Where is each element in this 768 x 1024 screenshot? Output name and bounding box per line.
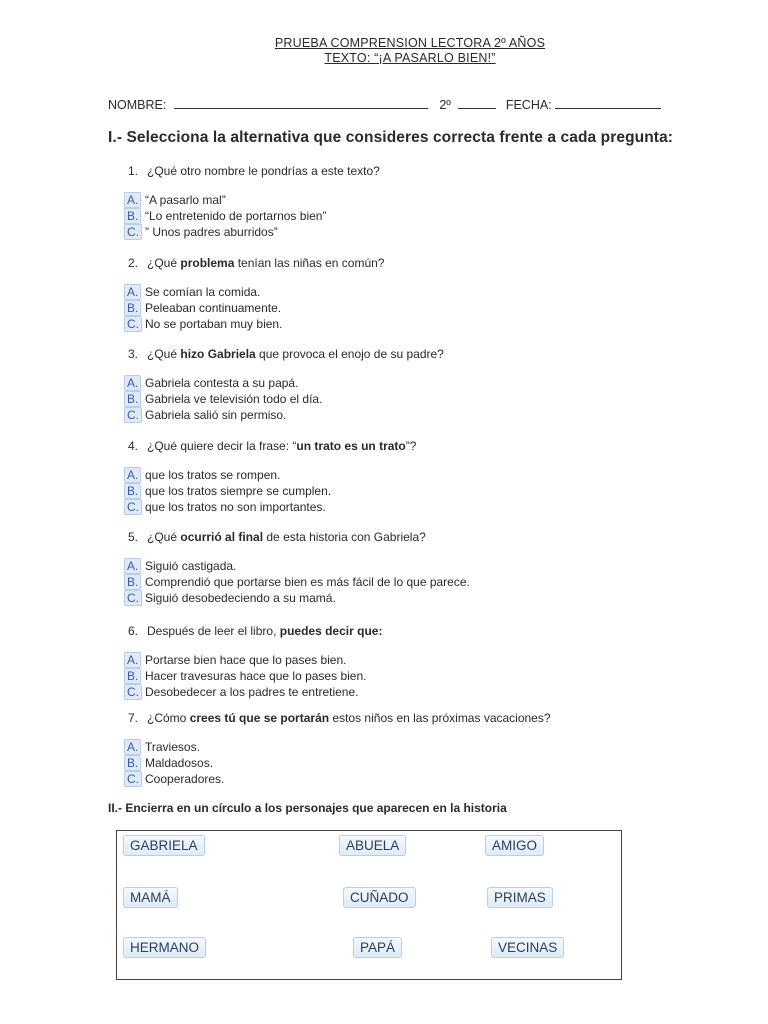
option-b[interactable] [124, 301, 281, 316]
option-letter [124, 669, 145, 684]
option-text: Se comían la comida. [145, 285, 261, 299]
option-text: Desobedecer a los padres te entretiene. [145, 685, 359, 699]
option-letter [124, 408, 145, 423]
option-text: que los tratos no son importantes. [145, 500, 326, 514]
question-text: hizo Gabriela [180, 347, 256, 361]
question-text: de esta historia con Gabriela? [263, 530, 426, 544]
option-text: Portarse bien hace que lo pases bien. [145, 653, 347, 667]
name-label: NOMBRE: [108, 98, 167, 112]
option-letter [124, 591, 145, 606]
option-text: Traviesos. [145, 740, 200, 754]
option-letter-highlight: A. [124, 284, 141, 300]
question-number: 4. [128, 439, 139, 453]
option-text: Gabriela salió sin permiso. [145, 408, 287, 422]
option-letter [124, 484, 145, 499]
option-letter [124, 772, 145, 787]
character-cuñado[interactable]: CUÑADO [343, 887, 416, 908]
question-text: tenían las niñas en común? [234, 256, 385, 270]
character-vecinas[interactable]: VECINAS [491, 937, 564, 958]
option-text: que los tratos se rompen. [145, 468, 281, 482]
option-text: Cooperadores. [145, 772, 225, 786]
question-text: ¿Qué quiere decir la frase: “ [147, 439, 297, 453]
option-text: No se portaban muy bien. [145, 317, 283, 331]
option-a[interactable] [124, 285, 260, 300]
option-text: Maldadosos. [145, 756, 214, 770]
option-letter [124, 285, 145, 300]
option-a[interactable] [124, 468, 280, 483]
option-letter-highlight: B. [124, 574, 141, 590]
question-text: crees tú que se portarán [189, 711, 330, 725]
option-letter [124, 500, 145, 515]
question-text: puedes decir que: [279, 624, 383, 638]
question-number: 1. [128, 164, 139, 178]
option-letter [124, 317, 145, 332]
question-text: ”? [405, 439, 417, 453]
option-letter-highlight: B. [124, 668, 141, 684]
option-b[interactable] [124, 756, 213, 771]
option-letter-highlight: A. [124, 467, 141, 483]
grade-label: 2º [439, 98, 451, 112]
characters-box [116, 830, 622, 980]
question-text: ¿Cómo [147, 711, 190, 725]
option-c[interactable] [124, 772, 224, 787]
option-text: “Lo entretenido de portarnos bien” [145, 209, 327, 223]
option-text: Comprendió que portarse bien es más fácil de lo que parece. [145, 575, 470, 589]
grade-field[interactable] [458, 96, 496, 109]
question-text: Después de leer el libro, [147, 624, 280, 638]
option-letter-highlight: B. [124, 300, 141, 316]
option-c[interactable] [124, 500, 326, 515]
question-2 [128, 256, 384, 270]
character-abuela[interactable]: ABUELA [339, 835, 406, 856]
option-letter-highlight: C. [124, 316, 142, 332]
option-letter [124, 468, 145, 483]
option-c[interactable] [124, 225, 278, 240]
question-text: ¿Qué [147, 530, 181, 544]
option-letter-highlight: C. [124, 499, 142, 515]
option-letter [124, 740, 145, 755]
name-field[interactable] [174, 96, 428, 109]
question-text: ¿Qué otro nombre le pondrías a este texto? [147, 164, 380, 178]
character-primas[interactable]: PRIMAS [487, 887, 553, 908]
option-letter-highlight: A. [124, 192, 141, 208]
option-text: ” Unos padres aburridos” [145, 225, 278, 239]
option-letter [124, 756, 145, 771]
option-text: Siguió castigada. [145, 559, 237, 573]
option-letter-highlight: B. [124, 208, 141, 224]
option-text: Gabriela ve televisión todo el día. [145, 392, 323, 406]
option-letter [124, 685, 145, 700]
option-letter [124, 392, 145, 407]
character-papá[interactable]: PAPÁ [353, 937, 402, 958]
option-a[interactable] [124, 376, 298, 391]
question-text: un trato es un trato [296, 439, 406, 453]
option-text: Peleaban continuamente. [145, 301, 282, 315]
option-a[interactable] [124, 193, 226, 208]
option-letter-highlight: A. [124, 652, 141, 668]
option-letter [124, 209, 145, 224]
question-number: 5. [128, 530, 139, 544]
option-letter [124, 193, 145, 208]
question-5 [128, 530, 426, 544]
option-letter-highlight: A. [124, 375, 141, 391]
question-text: ¿Qué [147, 347, 181, 361]
option-c[interactable] [124, 685, 358, 700]
question-text: ¿Qué [147, 256, 181, 270]
question-1 [128, 164, 380, 178]
option-b[interactable] [124, 575, 470, 590]
option-b[interactable] [124, 484, 331, 499]
option-letter [124, 376, 145, 391]
option-letter-highlight: B. [124, 483, 141, 499]
option-a[interactable] [124, 559, 236, 574]
question-number: 3. [128, 347, 139, 361]
question-4 [128, 439, 416, 453]
question-text: problema [180, 256, 235, 270]
question-number: 7. [128, 711, 139, 725]
option-text: Gabriela contesta a su papá. [145, 376, 299, 390]
option-b[interactable] [124, 392, 322, 407]
option-letter [124, 559, 145, 574]
option-letter-highlight: C. [124, 224, 142, 240]
option-text: que los tratos siempre se cumplen. [145, 484, 332, 498]
option-b[interactable] [124, 209, 326, 224]
question-6 [128, 624, 382, 638]
option-text: “A pasarlo mal” [145, 193, 226, 207]
date-label: FECHA: [505, 98, 552, 112]
question-7 [128, 711, 551, 725]
option-letter-highlight: C. [124, 407, 142, 423]
date-field[interactable] [555, 96, 661, 109]
option-c[interactable] [124, 317, 282, 332]
character-mamá[interactable]: MAMÁ [123, 887, 178, 908]
option-text: Hacer travesuras hace que lo pases bien. [145, 669, 367, 683]
question-3 [128, 347, 444, 361]
character-hermano[interactable]: HERMANO [123, 937, 206, 958]
option-letter [124, 301, 145, 316]
question-text: estos niños en las próximas vacaciones? [329, 711, 551, 725]
option-letter-highlight: A. [124, 558, 141, 574]
option-letter-highlight: B. [124, 755, 141, 771]
option-letter [124, 575, 145, 590]
option-text: Siguió desobedeciendo a su mamá. [145, 591, 336, 605]
section-2-heading: II.- Encierra en un círculo a los personajes que aparecen en la historia [108, 801, 507, 815]
student-info-row [108, 96, 661, 112]
section-1-heading: I.- Selecciona la alternativa que consideres correcta frente a cada pregunta: [108, 129, 674, 146]
character-gabriela[interactable]: GABRIELA [123, 835, 205, 856]
option-letter-highlight: C. [124, 590, 142, 606]
test-title: PRUEBA COMPRENSION LECTORA 2º AÑOS [274, 36, 546, 50]
option-b[interactable] [124, 669, 366, 684]
option-letter-highlight: A. [124, 739, 141, 755]
option-letter-highlight: C. [124, 684, 142, 700]
character-amigo[interactable]: AMIGO [485, 835, 544, 856]
text-title: TEXTO: “¡A PASARLO BIEN!” [324, 51, 496, 65]
option-c[interactable] [124, 591, 336, 606]
question-text: que provoca el enojo de su padre? [255, 347, 444, 361]
option-letter-highlight: B. [124, 391, 141, 407]
question-number: 6. [128, 624, 139, 638]
option-letter [124, 225, 145, 240]
option-a[interactable] [124, 653, 346, 668]
question-number: 2. [128, 256, 139, 270]
question-text: ocurrió al final [180, 530, 264, 544]
option-letter-highlight: C. [124, 771, 142, 787]
option-letter [124, 653, 145, 668]
option-a[interactable] [124, 740, 200, 755]
option-c[interactable] [124, 408, 286, 423]
